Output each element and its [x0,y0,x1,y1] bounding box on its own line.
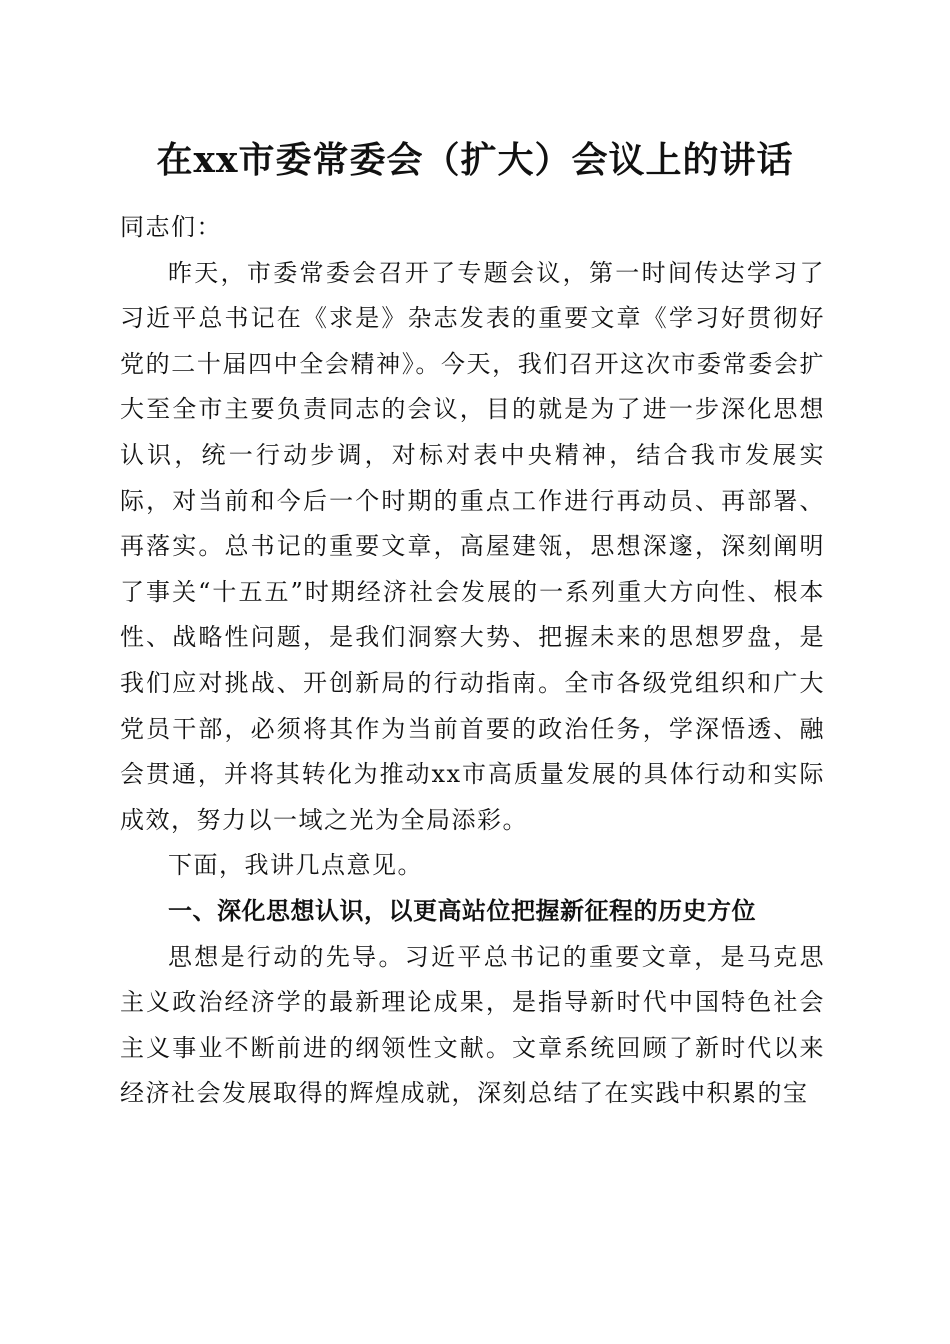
paragraph-section-1: 思想是行动的先导。习近平总书记的重要文章，是马克思主义政治经济学的最新理论成果，是指导新时代中国特色社会主义事业不断前进的纲领性文献。文章系统回顾了新时代以来经济社会发展取得的辉煌成就，深刻总结了在实践中积累的宝 [120,942,825,1108]
document-body [120,205,825,1117]
document-title: 在xx市委常委会（扩大）会议上的讲话 [156,139,794,181]
salutation: 同志们： [120,213,222,241]
section-heading-1: 一、深化思想认识，以更高站位把握新征程的历史方位 [168,896,756,925]
paragraph-opening: 昨天，市委常委会召开了专题会议，第一时间传达学习了习近平总书记在《求是》杂志发表的重要文章《学习好贯彻好党的二十届四中全会精神》。今天，我们召开这次市委常委会扩大至全市主要负责同志的会议，目的就是为了进一步深化思想认识，统一行动步调，对标对表中央精神，结合我市发展实际，对当前和今后一个时期的重点工作进行再动员、再部署、再落实。总书记的重要文章，高屋建瓴，思想深邃，深刻阐明了事关“十五五”时期经济社会发展的一系列重大方向性、根本性、战略性问题，是我们洞察大势、把握未来的思想罗盘，是我们应对挑战、开创新局的行动指南。全市各级党组织和广大党员干部，必须将其作为当前首要的政治任务，学深悟透、融会贯通，并将其转化为推动xx市高质量发展的具体行动和实际成效，努力以一域之光为全局添彩。 [120,258,825,834]
paragraph-transition: 下面，我讲几点意见。 [168,851,423,880]
